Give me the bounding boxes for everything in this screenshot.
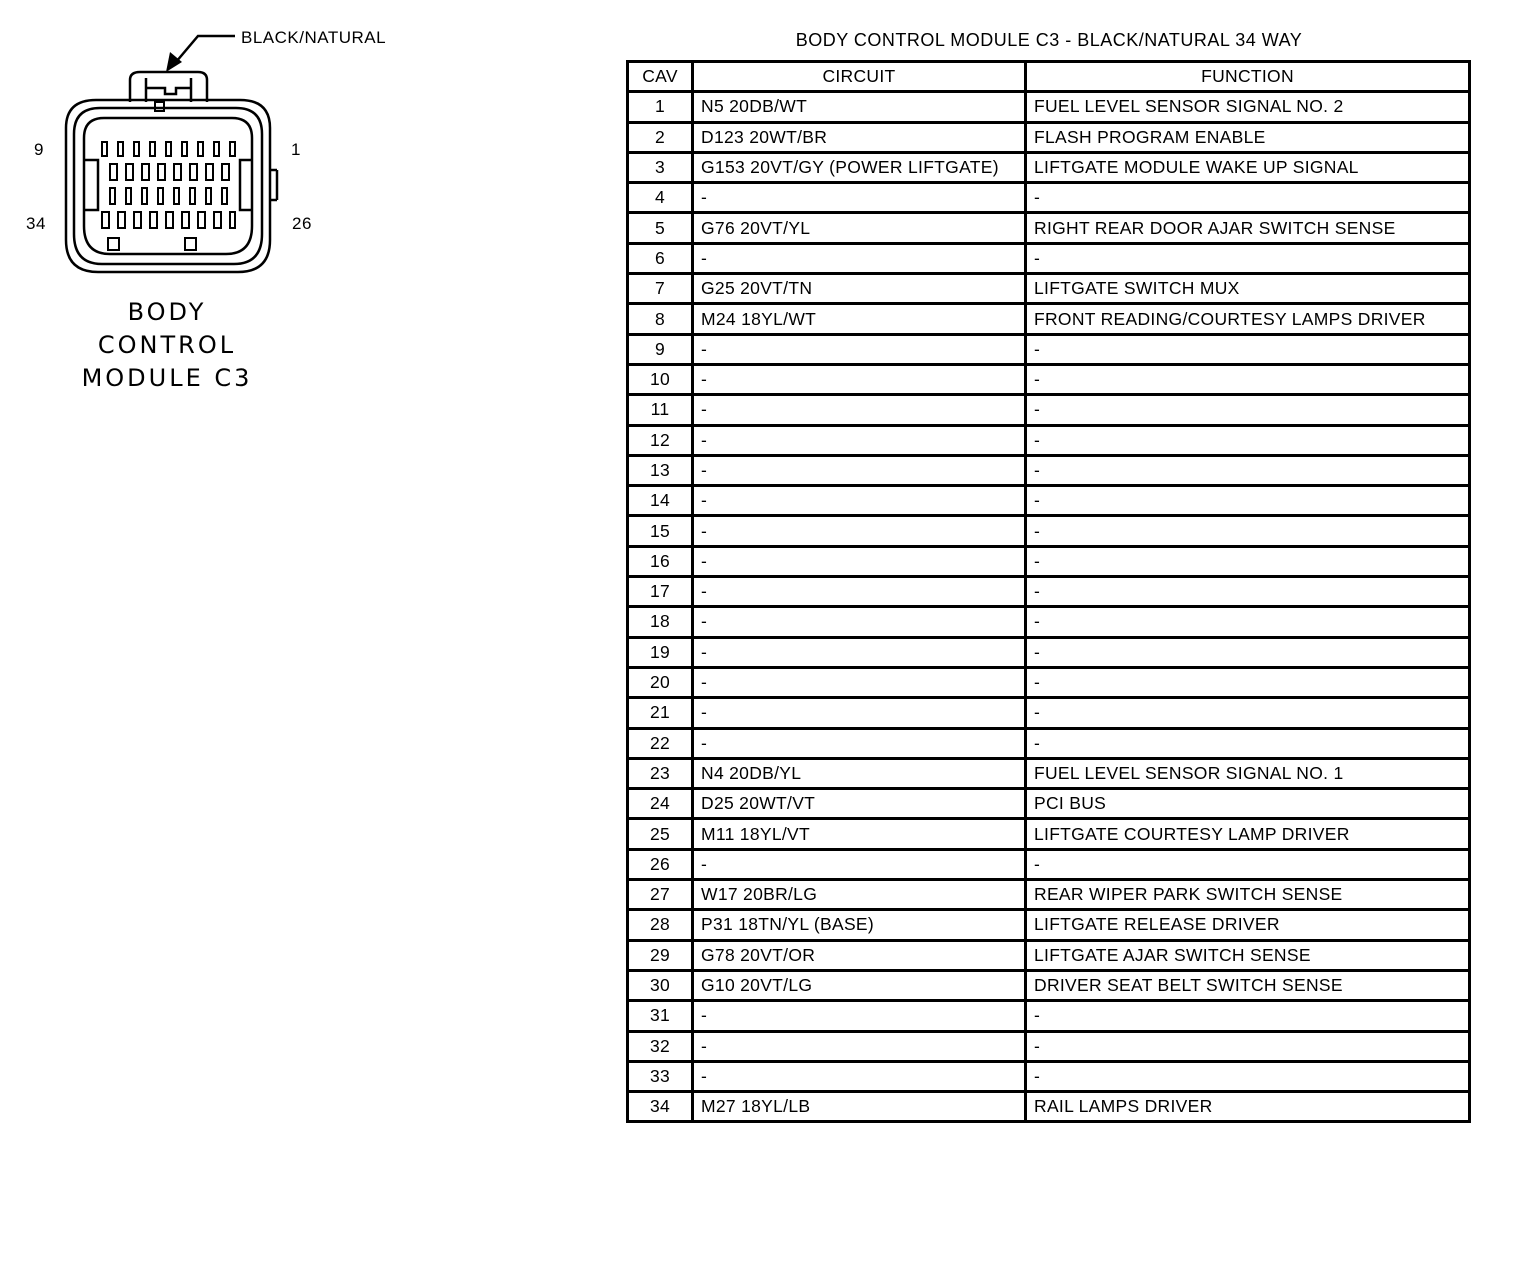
cell-circuit: - [693,455,1026,485]
cell-function: - [1026,243,1470,273]
cell-cav: 32 [628,1031,693,1061]
cell-circuit: - [693,183,1026,213]
header-cav: CAV [628,62,693,92]
cell-function: RAIL LAMPS DRIVER [1026,1092,1470,1122]
cell-circuit: - [693,486,1026,516]
cell-cav: 22 [628,728,693,758]
cell-circuit: - [693,637,1026,667]
cell-cav: 2 [628,122,693,152]
cell-cav: 3 [628,152,693,182]
table-row [628,819,1470,849]
cell-circuit: W17 20BR/LG [693,880,1026,910]
table-row [628,849,1470,879]
pin-label-26: 26 [292,214,312,233]
cell-cav: 1 [628,92,693,122]
table-row [628,274,1470,304]
cell-function: LIFTGATE COURTESY LAMP DRIVER [1026,819,1470,849]
cell-circuit: N4 20DB/YL [693,758,1026,788]
cell-cav: 34 [628,1092,693,1122]
header-circuit: CIRCUIT [693,62,1026,92]
table-row [628,970,1470,1000]
table-row [628,789,1470,819]
cell-circuit: G153 20VT/GY (POWER LIFTGATE) [693,152,1026,182]
connector-diagram [0,0,600,420]
cell-function: PCI BUS [1026,789,1470,819]
pin-label-34: 34 [26,214,46,233]
cell-cav: 16 [628,546,693,576]
cell-cav: 13 [628,455,693,485]
table-row [628,183,1470,213]
cell-cav: 26 [628,849,693,879]
cell-circuit: - [693,546,1026,576]
cell-function: - [1026,516,1470,546]
cell-circuit: - [693,698,1026,728]
cell-function: - [1026,637,1470,667]
cell-function: LIFTGATE SWITCH MUX [1026,274,1470,304]
cell-cav: 30 [628,970,693,1000]
table-row [628,364,1470,394]
cell-function: FLASH PROGRAM ENABLE [1026,122,1470,152]
cell-circuit: - [693,516,1026,546]
cell-function: FUEL LEVEL SENSOR SIGNAL NO. 2 [1026,92,1470,122]
cell-circuit: - [693,577,1026,607]
cell-function: - [1026,1061,1470,1091]
cell-function: - [1026,546,1470,576]
cell-function: - [1026,1001,1470,1031]
table-row [628,577,1470,607]
cell-function: - [1026,395,1470,425]
cell-function: LIFTGATE MODULE WAKE UP SIGNAL [1026,152,1470,182]
table-row [628,667,1470,697]
cell-circuit: - [693,1001,1026,1031]
table-row [628,304,1470,334]
table-row [628,516,1470,546]
cell-function: - [1026,1031,1470,1061]
cell-circuit: M27 18YL/LB [693,1092,1026,1122]
cell-circuit: D123 20WT/BR [693,122,1026,152]
cell-cav: 18 [628,607,693,637]
cell-circuit: - [693,1061,1026,1091]
cell-function: - [1026,334,1470,364]
cell-cav: 8 [628,304,693,334]
cell-cav: 5 [628,213,693,243]
cell-cav: 6 [628,243,693,273]
cell-function: - [1026,577,1470,607]
table-row [628,910,1470,940]
cell-circuit: - [693,364,1026,394]
table-body [628,92,1470,1122]
cell-cav: 31 [628,1001,693,1031]
table-row [628,92,1470,122]
table-row [628,213,1470,243]
table-row [628,607,1470,637]
cell-function: REAR WIPER PARK SWITCH SENSE [1026,880,1470,910]
table-row [628,122,1470,152]
cell-cav: 24 [628,789,693,819]
cell-cav: 33 [628,1061,693,1091]
cell-function: - [1026,698,1470,728]
cell-cav: 20 [628,667,693,697]
cell-circuit: - [693,425,1026,455]
cell-function: - [1026,607,1470,637]
table-row [628,940,1470,970]
connector-name-line-1: BODY [127,298,207,326]
cell-circuit: - [693,1031,1026,1061]
cell-circuit: P31 18TN/YL (BASE) [693,910,1026,940]
table-row [628,637,1470,667]
cell-cav: 27 [628,880,693,910]
cell-circuit: M11 18YL/VT [693,819,1026,849]
connector-name-line-2: CONTROL [97,331,237,359]
cell-cav: 10 [628,364,693,394]
cell-function: - [1026,728,1470,758]
cell-circuit: G10 20VT/LG [693,970,1026,1000]
cell-circuit: N5 20DB/WT [693,92,1026,122]
cell-cav: 7 [628,274,693,304]
cell-cav: 12 [628,425,693,455]
cell-circuit: G25 20VT/TN [693,274,1026,304]
cell-circuit: G78 20VT/OR [693,940,1026,970]
pin-label-1: 1 [291,140,301,159]
cell-cav: 11 [628,395,693,425]
cell-function: FUEL LEVEL SENSOR SIGNAL NO. 1 [1026,758,1470,788]
table-header-row [628,62,1470,92]
cell-circuit: - [693,243,1026,273]
table-row [628,1061,1470,1091]
cell-circuit: - [693,849,1026,879]
cell-cav: 25 [628,819,693,849]
table-title: BODY CONTROL MODULE C3 - BLACK/NATURAL 34 WAY [795,30,1303,50]
cell-function: FRONT READING/COURTESY LAMPS DRIVER [1026,304,1470,334]
cell-function: - [1026,667,1470,697]
cell-circuit: - [693,667,1026,697]
cell-cav: 14 [628,486,693,516]
cell-cav: 9 [628,334,693,364]
cell-function: LIFTGATE AJAR SWITCH SENSE [1026,940,1470,970]
cell-cav: 23 [628,758,693,788]
header-function: FUNCTION [1026,62,1470,92]
table-row [628,758,1470,788]
table-row [628,243,1470,273]
cell-function: LIFTGATE RELEASE DRIVER [1026,910,1470,940]
table-row [628,395,1470,425]
table-row [628,728,1470,758]
cell-circuit: M24 18YL/WT [693,304,1026,334]
cell-cav: 15 [628,516,693,546]
table-row [628,334,1470,364]
cell-function: - [1026,364,1470,394]
table-row [628,486,1470,516]
cell-circuit: - [693,334,1026,364]
cell-function: - [1026,425,1470,455]
cell-circuit: G76 20VT/YL [693,213,1026,243]
connector-name-line-3: MODULE C3 [81,364,253,392]
table-row [628,425,1470,455]
pin-label-9: 9 [34,140,44,159]
table-row [628,1031,1470,1061]
cell-circuit: - [693,607,1026,637]
pinout-table [626,60,1471,1123]
table-row [628,1001,1470,1031]
cell-cav: 17 [628,577,693,607]
cell-function: - [1026,183,1470,213]
cell-function: DRIVER SEAT BELT SWITCH SENSE [1026,970,1470,1000]
cell-function: - [1026,849,1470,879]
cell-cav: 4 [628,183,693,213]
cell-circuit: - [693,395,1026,425]
cell-circuit: D25 20WT/VT [693,789,1026,819]
cell-function: - [1026,455,1470,485]
cell-cav: 28 [628,910,693,940]
cell-cav: 19 [628,637,693,667]
table-row [628,152,1470,182]
table-row [628,1092,1470,1122]
table-row [628,698,1470,728]
cell-function: - [1026,486,1470,516]
connector-color-label: BLACK/NATURAL [241,28,387,47]
cell-cav: 21 [628,698,693,728]
table-row [628,880,1470,910]
cell-cav: 29 [628,940,693,970]
cell-circuit: - [693,728,1026,758]
cell-function: RIGHT REAR DOOR AJAR SWITCH SENSE [1026,213,1470,243]
table-row [628,546,1470,576]
table-row [628,455,1470,485]
